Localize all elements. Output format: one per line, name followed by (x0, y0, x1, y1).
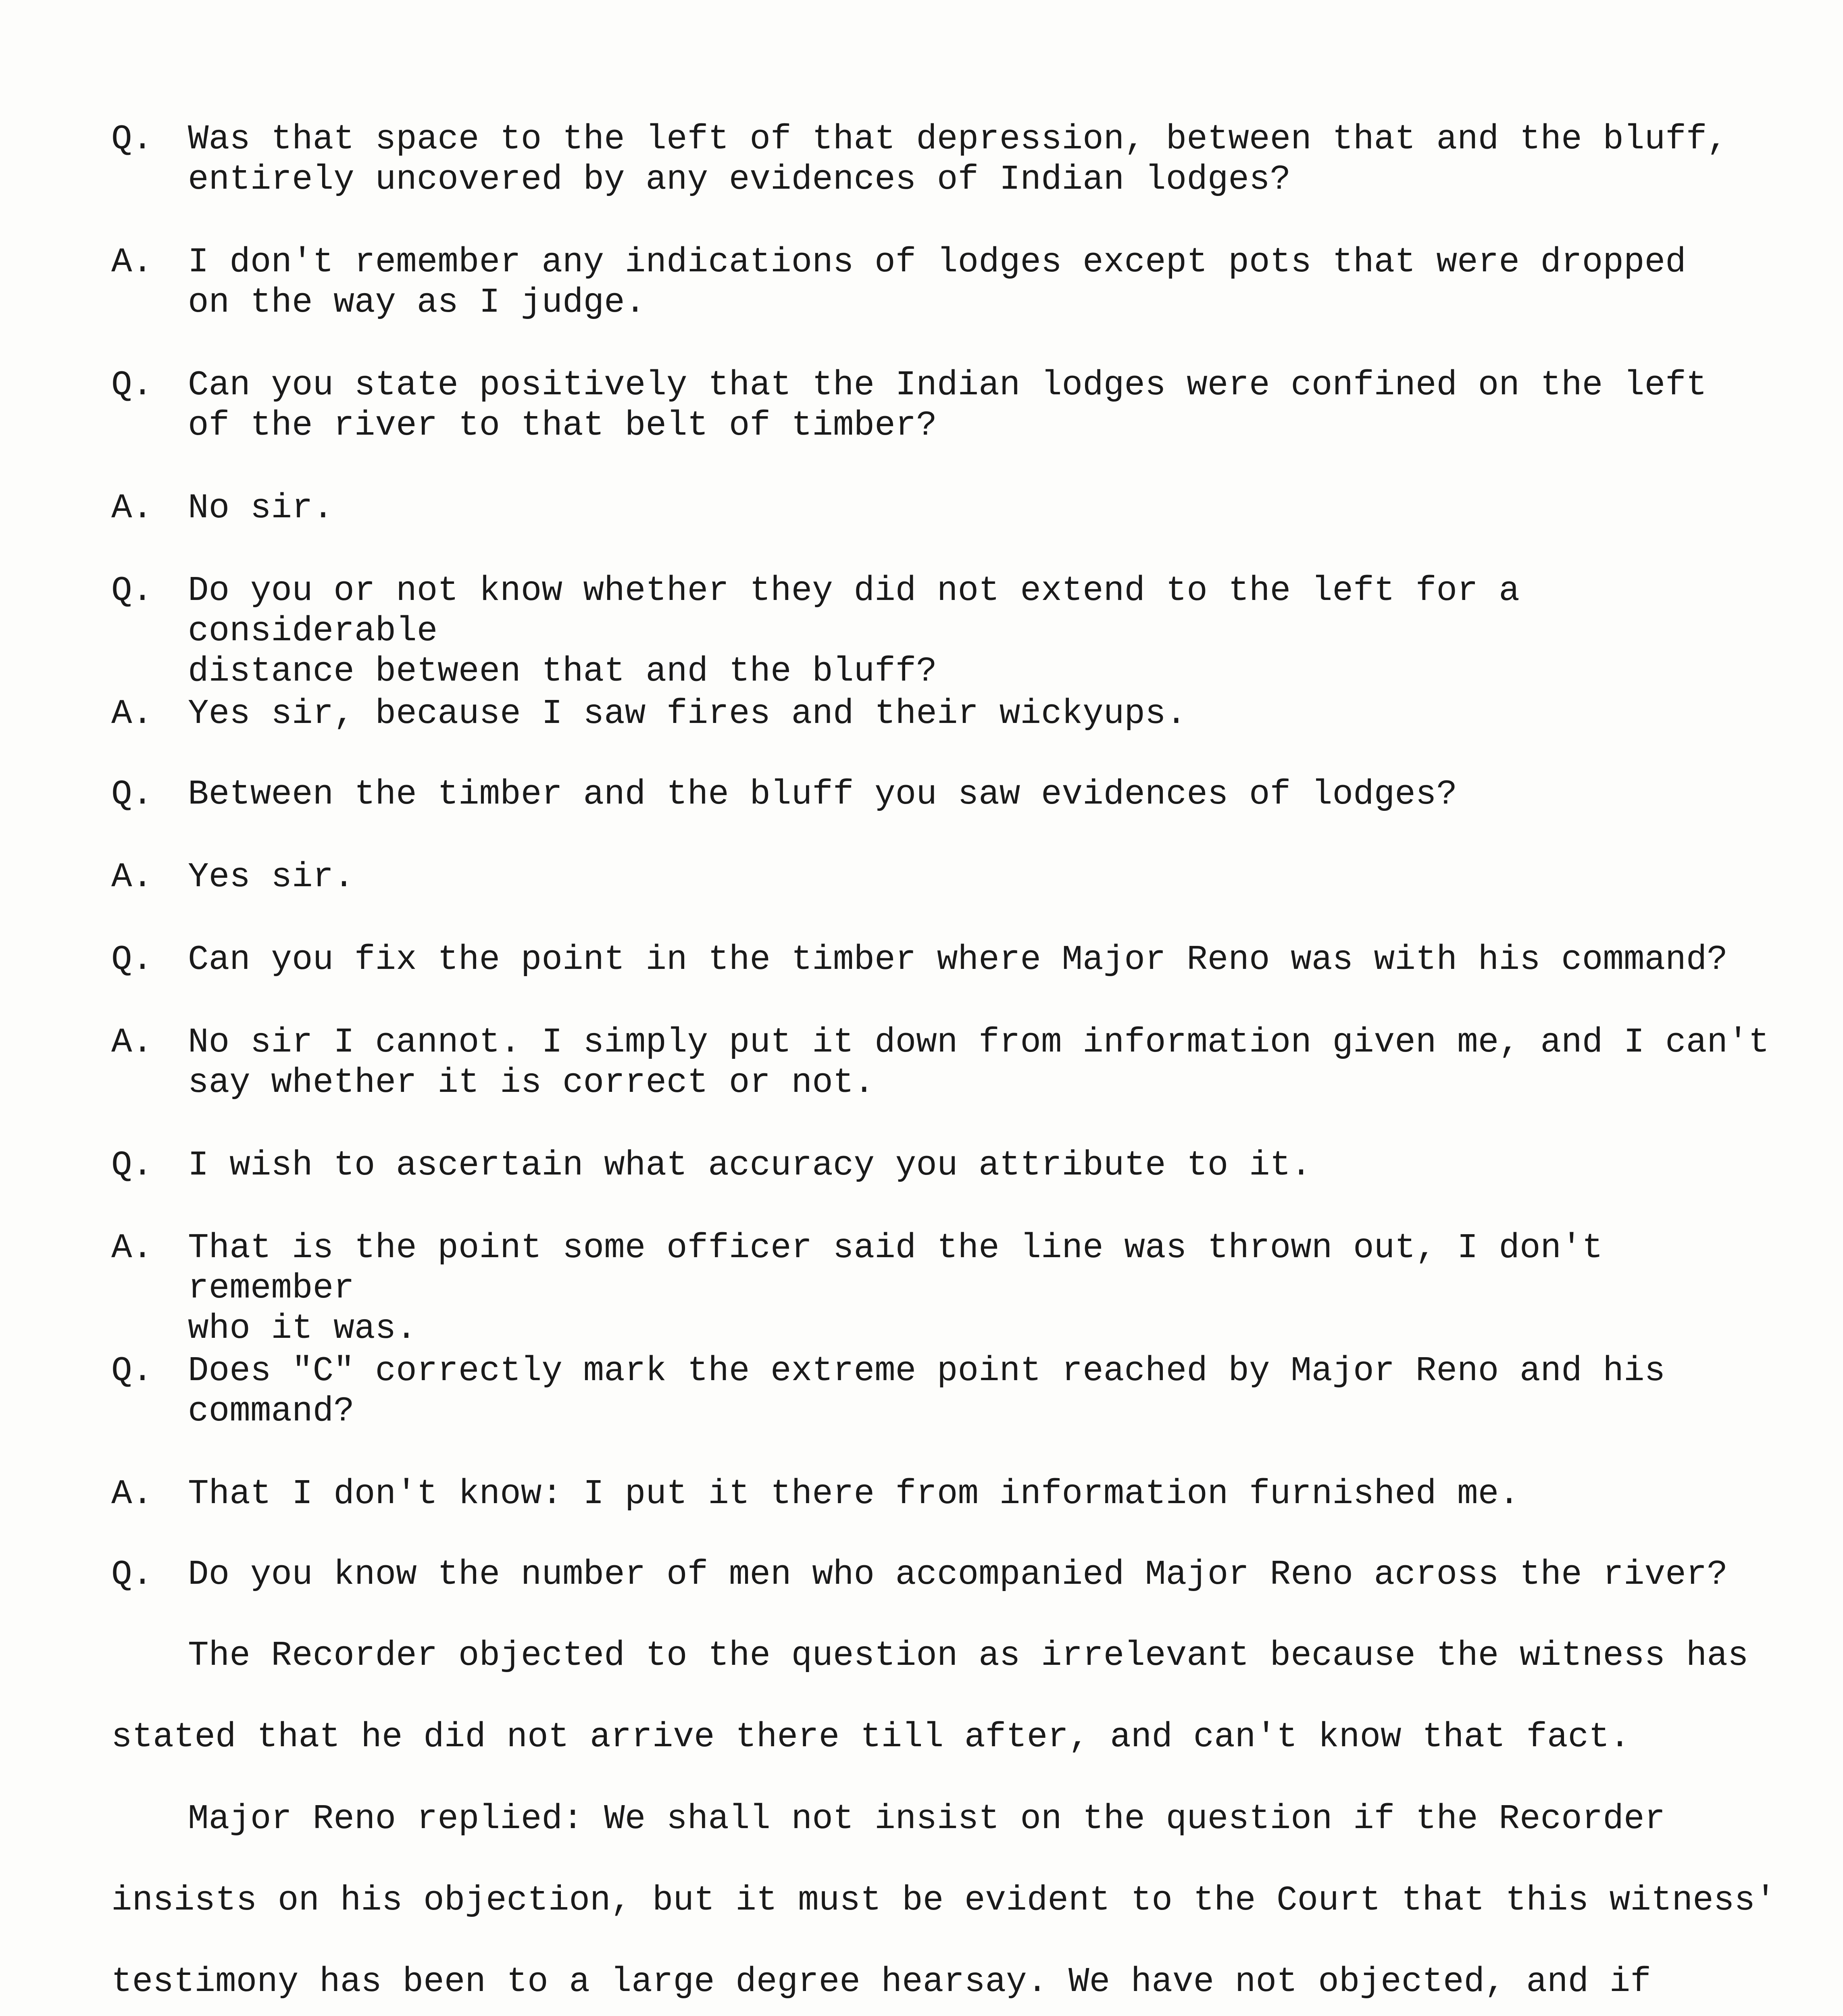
qa-entry (111, 939, 1772, 980)
entry-text: No sir. (188, 488, 334, 528)
entry-label: A. (111, 857, 153, 897)
entry-label: A. (111, 694, 153, 733)
entry-label: Q. (111, 940, 153, 979)
entry-label: Q. (111, 119, 153, 159)
qa-entry (111, 1228, 1772, 1349)
entry-label: Q. (111, 1351, 153, 1391)
qa-entry (111, 1554, 1772, 1595)
entry-text: Yes sir, because I saw fires and their wickyups. (188, 694, 1187, 733)
entry-text: That is the point some officer said the line was thrown out, I don't remember who it was. (188, 1228, 1603, 1348)
entry-label: A. (111, 488, 153, 528)
recorder-objection-paragraph (111, 1615, 1789, 1778)
entry-label: A. (111, 242, 153, 282)
reno-reply-paragraph (111, 1778, 1789, 2016)
entry-label: A. (111, 1474, 153, 1514)
entry-text: Can you state positively that the Indian lodges were confined on the left of the river to that belt of timber? (188, 365, 1707, 445)
qa-entry (111, 119, 1772, 200)
paragraph-text: Major Reno replied: We shall not insist on the question if the Recorder insists on his objection, but it must be evident to the Court that this witness' testimony has been to a large degree hearsay. We have not objected, and if (111, 1799, 1776, 2001)
qa-entry (111, 857, 1772, 897)
entry-text: Do you know the number of men who accompanied Major Reno across the river? (188, 1555, 1728, 1594)
entry-text: Can you fix the point in the timber where Major Reno was with his command? (188, 940, 1728, 979)
entry-label: A. (111, 1023, 153, 1062)
entry-text: Was that space to the left of that depression, between that and the bluff, entirely uncovered by any evidences of Indian lodges? (188, 119, 1728, 199)
paragraph-text: The Recorder objected to the question as irrelevant because the witness has stated that he did not arrive there till after, and can't know that fact. (111, 1636, 1749, 1757)
qa-entry (111, 1351, 1772, 1431)
entry-text: No sir I cannot. I simply put it down from information given me, and I can't say whether it is correct or not. (188, 1023, 1770, 1102)
entry-text: Do you or not know whether they did not extend to the left for a considerable distance between that and the bluff? (188, 571, 1520, 691)
entry-text: Does "C" correctly mark the extreme point reached by Major Reno and his command? (188, 1351, 1666, 1431)
qa-entry (111, 488, 1772, 528)
qa-entry (111, 365, 1772, 446)
entry-text: That I don't know: I put it there from information furnished me. (188, 1474, 1520, 1514)
entry-label: Q. (111, 1145, 153, 1185)
qa-entry (111, 694, 1772, 734)
entry-label: Q. (111, 1555, 153, 1594)
entry-text: Yes sir. (188, 857, 354, 897)
qa-entry (111, 774, 1772, 814)
entry-label: Q. (111, 775, 153, 814)
qa-entry (111, 571, 1772, 691)
qa-entry (111, 1022, 1772, 1103)
qa-entry (111, 1474, 1772, 1514)
entry-text: Between the timber and the bluff you saw evidences of lodges? (188, 775, 1458, 814)
entry-label: Q. (111, 571, 153, 610)
entry-label: A. (111, 1228, 153, 1268)
qa-entry (111, 1145, 1772, 1185)
entry-label: Q. (111, 365, 153, 405)
entry-text: I don't remember any indications of lodges except pots that were dropped on the way as I judge. (188, 242, 1686, 322)
qa-entry (111, 242, 1772, 323)
entry-text: I wish to ascertain what accuracy you attribute to it. (188, 1145, 1312, 1185)
